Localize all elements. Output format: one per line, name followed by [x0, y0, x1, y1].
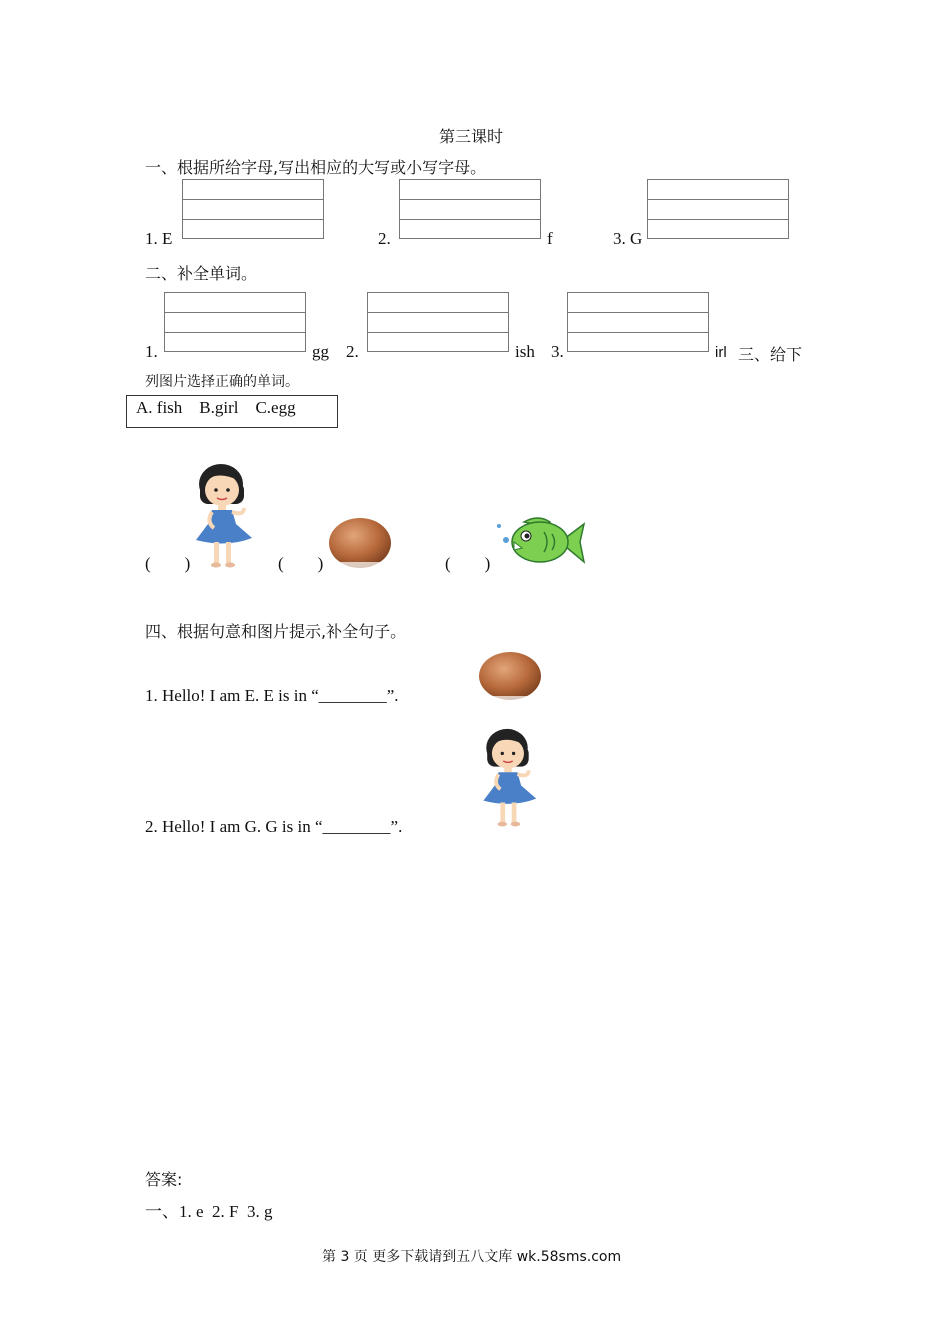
girl-image-2: [474, 722, 540, 832]
word-options: A. fish B.girl C.egg: [136, 398, 296, 417]
section-3-heading-start: 三、给下: [738, 345, 803, 364]
writing-box-2-3[interactable]: [567, 292, 709, 352]
s2-item-3-suffix: irl: [715, 344, 727, 361]
writing-box-2-2[interactable]: [367, 292, 509, 352]
s2-item-1-num: 1.: [145, 342, 158, 361]
sentence-1: 1. Hello! I am E. E is in “________”.: [145, 686, 399, 705]
egg-image: [328, 516, 394, 570]
writing-box-1-2[interactable]: [399, 179, 541, 239]
s1-item-2-num: 2.: [378, 229, 391, 248]
section-3-heading-cont: 列图片选择正确的单词。: [145, 374, 299, 390]
sentence-2: 2. Hello! I am G. G is in “________”.: [145, 817, 403, 836]
section-2-heading: 二、补全单词。: [145, 264, 258, 283]
writing-box-1-1[interactable]: [182, 179, 324, 239]
fish-image: [494, 512, 588, 572]
answer-bracket-3[interactable]: ( ): [445, 554, 491, 573]
s2-item-2-num: 2.: [346, 342, 359, 361]
s1-item-2-suffix: f: [547, 229, 553, 248]
s2-item-2-suffix: ish: [515, 342, 535, 361]
answers-line-1: 一、1. e 2. F 3. g: [145, 1202, 273, 1221]
section-4-heading: 四、根据句意和图片提示,补全句子。: [145, 622, 407, 641]
writing-box-2-1[interactable]: [164, 292, 306, 352]
answer-bracket-2[interactable]: ( ): [278, 554, 324, 573]
egg-image-2: [476, 650, 544, 704]
s2-item-3-num: 3.: [551, 342, 564, 361]
answers-heading: 答案:: [145, 1170, 183, 1189]
writing-box-1-3[interactable]: [647, 179, 789, 239]
s2-item-1-suffix: gg: [312, 342, 329, 361]
girl-image: [186, 460, 256, 570]
section-1-heading: 一、根据所给字母,写出相应的大写或小写字母。: [145, 158, 487, 177]
answer-bracket-1[interactable]: ( ): [145, 554, 191, 573]
page-title: 第三课时: [439, 127, 504, 146]
s1-item-3-num: 3. G: [613, 229, 643, 248]
s1-item-1-num: 1. E: [145, 229, 173, 248]
page-footer: 第 3 页 更多下载请到五八文库 wk.58sms.com: [322, 1249, 622, 1265]
